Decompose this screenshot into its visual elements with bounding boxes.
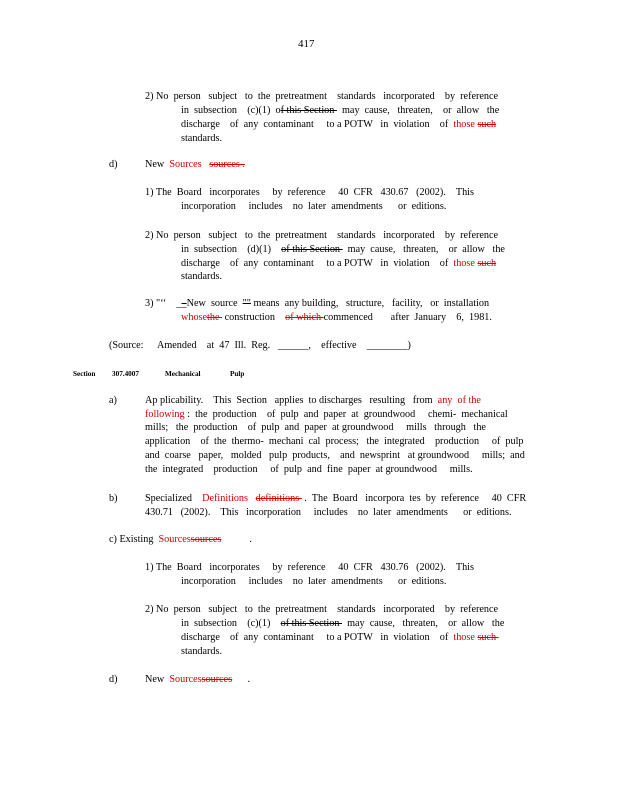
inserted-text: those <box>453 632 478 643</box>
paragraph-line: incorporation includes no later amendments or editions. <box>181 201 447 212</box>
paragraph-line: the integrated production of pulp and fine paper at groundwood mills. <box>145 464 473 475</box>
page-number: 417 <box>298 38 315 50</box>
inserted-text: Sources <box>169 159 202 170</box>
text-run: in subsection (c)(1) <box>181 618 281 629</box>
text-run: : the production of pulp and paper at groundwood chemi- mechanical <box>184 409 508 420</box>
item-label: a) <box>109 395 117 406</box>
subsection-heading <box>145 158 245 171</box>
text-run: Specialized <box>145 493 203 504</box>
deleted-text: sources <box>201 674 233 685</box>
paragraph-line: application of the thermo- mechani cal process; the integrated production of pulp <box>145 436 524 447</box>
text-run: may cause, threaten, or allow the <box>336 105 500 116</box>
deleted-text: of this Section <box>280 618 342 629</box>
deleted-text: f this Section <box>280 105 337 116</box>
inserted-text: following <box>145 409 185 420</box>
paragraph-line: 2) No person subject to the pretreatment standards incorporated by reference <box>145 604 499 615</box>
paragraph-line <box>181 257 496 270</box>
subsection-heading <box>145 673 250 686</box>
paragraph-line: mills; the production of pulp and paper at groundwood mills through the <box>145 422 486 433</box>
text-run: New <box>145 674 170 685</box>
deleted-text: of which <box>285 312 324 323</box>
deleted-text: such <box>477 632 499 643</box>
text-run: New <box>145 159 170 170</box>
section-title: Mechanical <box>165 370 201 378</box>
paragraph-line: incorporation includes no later amendments or editions. <box>181 576 447 587</box>
paragraph-line: standards. <box>181 133 223 144</box>
text-run: . <box>247 674 250 685</box>
section-label: Section <box>73 370 96 378</box>
paragraph-line: 1) The Board incorporates by reference 40 CFR 430.76 (2002). This <box>145 562 474 573</box>
deleted-text: such <box>477 119 497 130</box>
paragraph-line <box>181 243 505 256</box>
paragraph-line <box>145 297 489 310</box>
inserted-text: those <box>453 119 478 130</box>
text-run: in subsection (c)(1) o <box>181 105 281 116</box>
inserted-text: whose <box>181 312 208 323</box>
inserted-text: any of the <box>437 395 481 406</box>
paragraph-line <box>181 631 499 644</box>
text-run: 3) "‘‘ _ <box>145 298 182 309</box>
paragraph-line <box>181 311 492 324</box>
text-run: in subsection (d)(1) <box>181 244 282 255</box>
deleted-text: definitions <box>255 493 302 504</box>
inserted-text: Sources <box>169 674 202 685</box>
text-run: . <box>249 534 252 545</box>
text-run: Ap plicability. This Section applies to discharges resulting from <box>145 395 438 406</box>
inserted-text: Definitions <box>202 493 248 504</box>
deleted-text: . <box>239 159 245 170</box>
text-run: . The Board incorpora tes by reference 40 CFR <box>301 493 527 504</box>
item-label: d) <box>109 159 118 170</box>
deleted-text: "" <box>242 298 251 309</box>
text-run: commenced after January 6, 1981. <box>323 312 492 323</box>
text-run: may cause, threaten, or allow the <box>342 244 505 255</box>
paragraph-line <box>145 408 508 421</box>
source-label: (Source: <box>109 340 144 351</box>
deleted-text: the <box>207 312 223 323</box>
text-run: may cause, threaten, or allow the <box>342 618 505 629</box>
paragraph-line <box>181 617 504 630</box>
text-run: means any building, structure, facility, or installation <box>250 298 490 309</box>
deleted-text: _ <box>181 298 187 309</box>
paragraph-line: and coarse paper, molded pulp products, and newsprint at groundwood mills; and <box>145 450 525 461</box>
deleted-text: sources <box>190 534 222 545</box>
paragraph-line <box>181 104 499 117</box>
text-run: discharge of any contaminant to a POTW in violation of <box>181 258 454 269</box>
paragraph-line <box>145 394 481 407</box>
inserted-text: Sources <box>158 534 191 545</box>
source-note: Amended at 47 Ill. Reg. ______, effective ________) <box>157 340 411 351</box>
text-run: c) Existing <box>109 534 159 545</box>
paragraph-line <box>145 492 526 505</box>
paragraph-line: 430.71 (2002). This incorporation includes no later amendments or editions. <box>145 507 512 518</box>
section-number: 307.4007 <box>112 370 139 378</box>
paragraph-line: standards. <box>181 271 223 282</box>
item-label: b) <box>109 493 118 504</box>
text-run: discharge of any contaminant to a POTW in violation of <box>181 632 454 643</box>
text-run: discharge of any contaminant to a POTW in violation of <box>181 119 454 130</box>
paragraph-line: 1) The Board incorporates by reference 40 CFR 430.67 (2002). This <box>145 187 474 198</box>
paragraph-line: 2) No person subject to the pretreatment standards incorporated by reference <box>145 230 499 241</box>
deleted-text: such <box>477 258 497 269</box>
paragraph-line <box>181 118 496 131</box>
section-title: Pulp <box>230 370 245 378</box>
inserted-text: those <box>453 258 478 269</box>
text-run: construction <box>222 312 286 323</box>
text-run: New source <box>186 298 243 309</box>
paragraph-line: standards. <box>181 646 223 657</box>
deleted-text: sources <box>209 159 240 170</box>
deleted-text: of this Section <box>281 244 343 255</box>
item-label: d) <box>109 674 118 685</box>
paragraph-line: 2) No person subject to the pretreatment standards incorporated by reference <box>145 91 499 102</box>
subsection-heading <box>109 533 252 546</box>
